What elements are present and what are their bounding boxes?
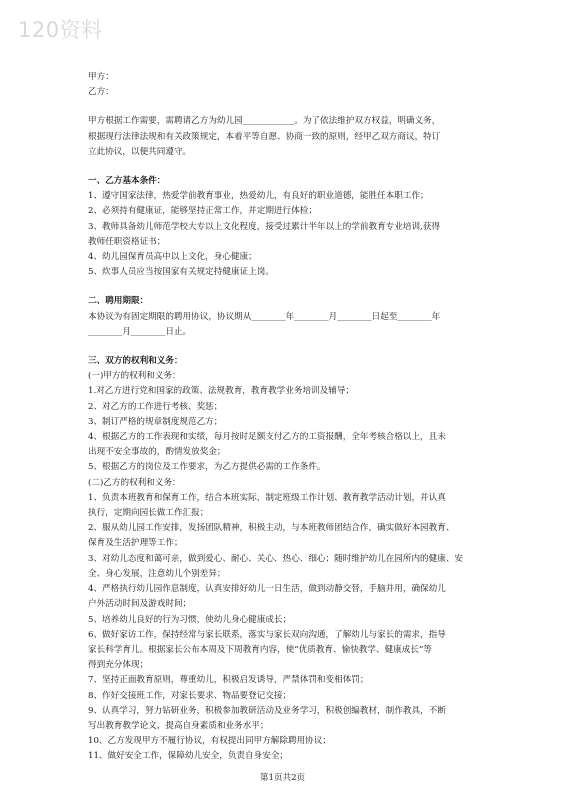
intro-line: 立此协议，以便共同遵守。 — [88, 146, 192, 157]
section-3-line: 7、坚持正面教育原则，尊重幼儿，积极启发诱导，严禁体罚和变相体罚； — [88, 675, 369, 686]
section-3-line: 8、作好交接班工作，对家长要求、物品要登记交接； — [88, 690, 292, 701]
section-3-line: 10、乙方发现甲方不履行协议，有权提出同甲方解除聘用协议； — [88, 736, 331, 747]
section-3-title: 三、双方的权利和义务： — [88, 356, 183, 367]
section-3-line: 11、做好安全工作，保障幼儿安全，负责自身安全； — [88, 751, 288, 762]
section-3-line: 2、服从幼儿园工作安排，发扬团队精神，积极主动，与本班教师团结合作，确实做好本园教育、 — [88, 523, 455, 534]
section-3-line: 2、对乙方的工作进行考核、奖惩； — [88, 401, 223, 412]
party-b: 乙方： — [88, 87, 114, 98]
section-3-line: 出现不安全事故的，酌情发放奖金； — [88, 447, 226, 458]
section-1-line: 1、遵守国家法律，热爱学前教育事业，热爱幼儿，有良好的职业道德，能胜任本职工作； — [88, 191, 429, 202]
section-2-line: ________月________日止。 — [88, 326, 192, 337]
section-3-line: 写出教育教学论文，提高自身素质和业务水平； — [88, 720, 269, 731]
section-3-line: 得到充分体现； — [88, 660, 149, 671]
section-3-line: (二)乙方的权利和义务： — [88, 477, 181, 488]
section-3-line: 执行，定期向园长做工作汇报； — [88, 508, 209, 519]
intro-paragraph — [88, 114, 488, 160]
section-3-line: 4、根据乙方的工作表现和实绩，每月按时足额支付乙方的工资报酬，全年考核合格以上，且未 — [88, 432, 446, 443]
section-2-body — [88, 310, 488, 340]
section-3-line: 3、制订严格的规章制度规范乙方； — [88, 416, 223, 427]
section-3-line: 1.对乙方进行党和国家的政策、法规教育，教育教学业务培训及辅导； — [88, 386, 355, 397]
section-3-line: 3、对幼儿态度和蔼可亲，做到爱心、耐心、关心、热心、细心；随时维护幼儿在园所内的健康、安 — [88, 553, 464, 564]
intro-line: 甲方根据工作需要，需聘请乙方为幼儿园____________。为了依法维护双方权益，明确义务， — [88, 116, 441, 127]
intro-line: 根据现行法律法规和有关政策规定，本着平等自愿、协商一致的原则，经甲乙双方商议，特订 — [88, 131, 441, 142]
page-footer: 第1页共2页 — [259, 773, 306, 783]
document-body — [88, 70, 488, 765]
section-1-body — [88, 189, 488, 280]
section-3-line: 5、根据乙方的岗位及工作要求，为乙方提供必需的工作条件。 — [88, 462, 326, 473]
section-1-line: 3、教师具备幼儿师范学校大专以上文化程度，接受过累计半年以上的学前教育专业培训,获得 — [88, 221, 440, 232]
section-3-line: 户外活动时间及游戏时间； — [88, 599, 192, 610]
section-3-line: 1、负责本班教育和保育工作，结合本班实际，制定班级工作计划、教育教学活动计划，并认真 — [88, 492, 446, 503]
section-3-line: 家长科学育儿。根据家长公布本周及下周教育内容，使“优质教育、愉快教学、健康成长”等 — [88, 644, 432, 655]
section-3-line: 保育及生活护理等工作； — [88, 538, 183, 549]
section-2-title: 二、聘用期限： — [88, 296, 149, 307]
section-3-line: 全、身心发展，注意幼儿个别差异； — [88, 568, 226, 579]
section-1-line: 2、必须持有健康证，能够坚持正常工作，并定期进行体检； — [88, 206, 317, 217]
section-3-line: (一)甲方的权利和义务： — [88, 371, 181, 382]
section-1-line: 教师任职资格证书； — [88, 236, 166, 247]
watermark: 120资料 — [18, 18, 103, 42]
section-1-line: 5、炊事人员应当按国家有关规定持健康证上岗。 — [88, 267, 274, 278]
section-1-title: 一、乙方基本条件： — [88, 176, 166, 187]
section-1-line: 4、幼儿园保育员高中以上文化，身心健康； — [88, 252, 257, 263]
section-3-line: 9、认真学习，努力钻研业务，积极参加教研活动及业务学习，积极创编教材，制作教具，不断 — [88, 705, 446, 716]
section-3-line: 4、严格执行幼儿园作息制度，认真安排好幼儿一日生活，做到动静交替，手脑并用，确保幼儿 — [88, 584, 446, 595]
section-3-body — [88, 369, 488, 764]
section-2-line: 本协议为有固定期限的聘用协议，协议期从________年________月________日起至________年 — [88, 311, 441, 322]
party-a: 甲方： — [88, 72, 114, 82]
section-3-line: 6、做好家访工作，保持经常与家长联系，落实与家长双向沟通，了解幼儿与家长的需求，指导 — [88, 629, 446, 640]
section-3-line: 5、培养幼儿良好的行为习惯，使幼儿身心健康成长； — [88, 614, 292, 625]
